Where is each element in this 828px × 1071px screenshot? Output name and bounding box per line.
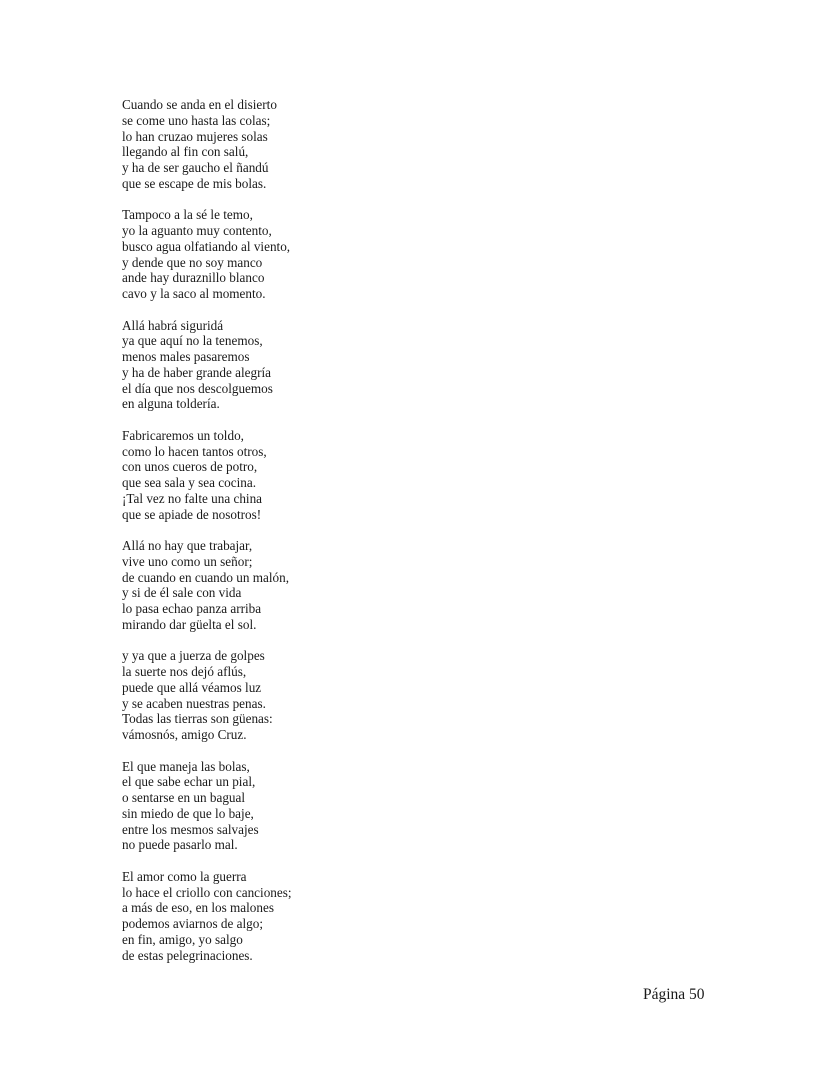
verse-line: yo la aguanto muy contento,: [122, 223, 272, 238]
verse-line: de estas pelegrinaciones.: [122, 947, 253, 963]
verse-line: ¡Tal vez no falte una china: [122, 490, 263, 506]
verse-line: que se escape de mis bolas.: [122, 175, 267, 191]
verse-line: Todas las tierras son güenas:: [122, 711, 273, 727]
verse-line: busco agua olfatiando al viento,: [122, 238, 291, 254]
verse-line: el día que nos descolguemos: [122, 380, 273, 396]
verse-line: y dende que no soy manco: [122, 254, 263, 270]
verse-line: con unos cueros de potro,: [122, 459, 258, 475]
verse-line: Allá habrá siguridá: [122, 317, 224, 333]
verse-line: podemos aviarnos de algo;: [122, 916, 263, 931]
stanza-8: [122, 869, 292, 964]
verse-line: y ya que a juerza de golpes: [122, 648, 265, 664]
verse-line: Allá no hay que trabajar,: [122, 538, 253, 553]
verse-line: no puede pasarlo mal.: [122, 837, 238, 853]
verse-line: ya que aquí no la tenemos,: [122, 333, 263, 349]
verse-line: de cuando en cuando un malón,: [122, 569, 289, 585]
verse-line: lo han cruzao mujeres solas: [122, 128, 268, 144]
verse-line: cavo y la saco al momento.: [122, 286, 266, 301]
verse-line: vive uno como un señor;: [122, 553, 253, 569]
poem-body: [122, 97, 292, 979]
verse-line: mirando dar güelta el sol.: [122, 616, 257, 632]
verse-line: y ha de haber grande alegría: [122, 364, 272, 380]
verse-line: vámosnós, amigo Cruz.: [122, 727, 247, 742]
verse-line: lo pasa echao panza arriba: [122, 601, 262, 616]
stanza-6: [122, 648, 292, 743]
verse-line: se come uno hasta las colas;: [122, 112, 271, 128]
page-number: Página 50: [643, 986, 705, 1003]
verse-line: como lo hacen tantos otros,: [122, 443, 267, 459]
stanza-3: [122, 318, 292, 413]
stanza-5: [122, 538, 292, 633]
stanza-1: [122, 97, 292, 192]
verse-line: puede que allá véamos luz: [122, 679, 262, 695]
verse-line: menos males pasaremos: [122, 349, 250, 364]
verse-line: El amor como la guerra: [122, 868, 247, 884]
verse-line: Cuando se anda en el disierto: [122, 97, 277, 112]
stanza-7: [122, 759, 292, 854]
verse-line: lo hace el criollo con canciones;: [122, 884, 292, 900]
verse-line: y si de él sale con vida: [122, 585, 242, 601]
verse-line: Fabricaremos un toldo,: [122, 427, 244, 443]
verse-line: a más de eso, en los malones: [122, 900, 274, 916]
verse-line: y se acaben nuestras penas.: [122, 695, 266, 711]
stanza-2: [122, 207, 292, 302]
verse-line: Tampoco a la sé le temo,: [122, 207, 253, 223]
verse-line: sin miedo de que lo baje,: [122, 805, 254, 821]
verse-line: que sea sala y sea cocina.: [122, 475, 257, 490]
verse-line: que se apiade de nosotros!: [122, 506, 262, 522]
verse-line: llegando al fin con salú,: [122, 144, 249, 160]
verse-line: el que sabe echar un pial,: [122, 774, 256, 790]
verse-line: El que maneja las bolas,: [122, 758, 250, 774]
stanza-4: [122, 428, 292, 523]
verse-line: entre los mesmos salvajes: [122, 821, 259, 837]
verse-line: ande hay duraznillo blanco: [122, 270, 265, 286]
verse-line: y ha de ser gaucho el ñandú: [122, 160, 269, 175]
verse-line: o sentarse en un bagual: [122, 790, 246, 805]
verse-line: en fin, amigo, yo salgo: [122, 931, 243, 947]
verse-line: la suerte nos dejó aflús,: [122, 664, 247, 679]
verse-line: en alguna toldería.: [122, 396, 220, 412]
